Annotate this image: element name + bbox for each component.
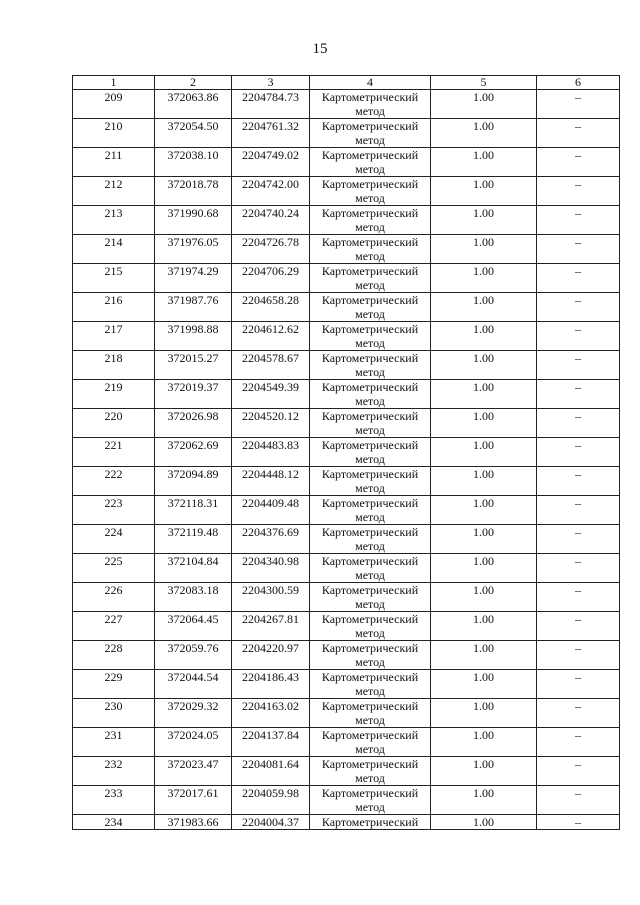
note-cell: – [537, 322, 620, 351]
note-cell: – [537, 786, 620, 815]
note-cell: – [537, 90, 620, 119]
point-number-cell: 220 [73, 409, 155, 438]
method-cell [310, 699, 431, 728]
note-cell: – [537, 699, 620, 728]
method-line-1: Картометрический [321, 641, 419, 655]
x-coordinate-cell: 372019.37 [155, 380, 232, 409]
method-line-2: метод [355, 713, 385, 727]
y-coordinate-cell: 2204520.12 [232, 409, 310, 438]
point-number-cell: 228 [73, 641, 155, 670]
accuracy-cell: 1.00 [431, 177, 537, 206]
x-coordinate-cell: 371998.88 [155, 322, 232, 351]
method-cell [310, 409, 431, 438]
method-cell [310, 670, 431, 699]
method-line-1: Картометрический [321, 583, 419, 597]
method-cell [310, 583, 431, 612]
point-number-cell: 211 [73, 148, 155, 177]
table-row [73, 728, 620, 757]
method-line-2: метод [355, 162, 385, 176]
x-coordinate-cell: 372038.10 [155, 148, 232, 177]
x-coordinate-cell: 372104.84 [155, 554, 232, 583]
y-coordinate-cell: 2204163.02 [232, 699, 310, 728]
method-line-1: Картометрический [321, 525, 419, 539]
table-row [73, 786, 620, 815]
x-coordinate-cell: 372118.31 [155, 496, 232, 525]
method-line-2: метод [355, 365, 385, 379]
note-cell: – [537, 177, 620, 206]
point-number-cell: 219 [73, 380, 155, 409]
x-coordinate-cell: 372026.98 [155, 409, 232, 438]
table-row [73, 90, 620, 119]
method-cell [310, 322, 431, 351]
y-coordinate-cell: 2204726.78 [232, 235, 310, 264]
method-line-1: Картометрический [321, 235, 419, 249]
method-line-2: метод [355, 307, 385, 321]
point-number-cell: 233 [73, 786, 155, 815]
method-cell [310, 438, 431, 467]
accuracy-cell: 1.00 [431, 467, 537, 496]
method-line-2: метод [355, 655, 385, 669]
note-cell: – [537, 525, 620, 554]
y-coordinate-cell: 2204300.59 [232, 583, 310, 612]
x-coordinate-cell: 371983.66 [155, 815, 232, 830]
point-number-cell: 229 [73, 670, 155, 699]
method-line-2: метод [355, 771, 385, 785]
x-coordinate-cell: 372059.76 [155, 641, 232, 670]
table-row [73, 235, 620, 264]
method-line-2: метод [355, 249, 385, 263]
x-coordinate-cell: 372062.69 [155, 438, 232, 467]
method-line-2: метод [355, 394, 385, 408]
accuracy-cell: 1.00 [431, 380, 537, 409]
x-coordinate-cell: 371990.68 [155, 206, 232, 235]
note-cell: – [537, 438, 620, 467]
method-line-1: Картометрический [321, 90, 419, 104]
y-coordinate-cell: 2204578.67 [232, 351, 310, 380]
accuracy-cell: 1.00 [431, 728, 537, 757]
y-coordinate-cell: 2204784.73 [232, 90, 310, 119]
point-number-cell: 212 [73, 177, 155, 206]
table-row [73, 206, 620, 235]
note-cell: – [537, 554, 620, 583]
accuracy-cell: 1.00 [431, 554, 537, 583]
method-cell [310, 177, 431, 206]
method-line-1: Картометрический [321, 322, 419, 336]
point-number-cell: 213 [73, 206, 155, 235]
table-row [73, 670, 620, 699]
point-number-cell: 232 [73, 757, 155, 786]
accuracy-cell: 1.00 [431, 235, 537, 264]
method-cell [310, 641, 431, 670]
method-line-1: Картометрический [321, 264, 419, 278]
accuracy-cell: 1.00 [431, 438, 537, 467]
point-number-cell: 214 [73, 235, 155, 264]
method-line-2: метод [355, 336, 385, 350]
y-coordinate-cell: 2204186.43 [232, 670, 310, 699]
note-cell: – [537, 641, 620, 670]
method-line-1: Картометрический [321, 206, 419, 220]
method-line-1: Картометрический [321, 119, 419, 133]
note-cell: – [537, 467, 620, 496]
y-coordinate-cell: 2204409.48 [232, 496, 310, 525]
column-header: 5 [431, 76, 537, 90]
point-number-cell: 222 [73, 467, 155, 496]
point-number-cell: 223 [73, 496, 155, 525]
table-row [73, 467, 620, 496]
y-coordinate-cell: 2204658.28 [232, 293, 310, 322]
table-row [73, 438, 620, 467]
accuracy-cell: 1.00 [431, 293, 537, 322]
table-row [73, 293, 620, 322]
point-number-cell: 234 [73, 815, 155, 830]
method-line-1: Картометрический [321, 670, 419, 684]
accuracy-cell: 1.00 [431, 612, 537, 641]
method-line-2: метод [355, 597, 385, 611]
table-row [73, 177, 620, 206]
table-row [73, 757, 620, 786]
table-row [73, 815, 620, 830]
accuracy-cell: 1.00 [431, 699, 537, 728]
point-number-cell: 224 [73, 525, 155, 554]
note-cell: – [537, 815, 620, 830]
point-number-cell: 215 [73, 264, 155, 293]
method-cell [310, 351, 431, 380]
method-line-1: Картометрический [321, 786, 419, 800]
x-coordinate-cell: 372064.45 [155, 612, 232, 641]
x-coordinate-cell: 372054.50 [155, 119, 232, 148]
table-row [73, 148, 620, 177]
y-coordinate-cell: 2204267.81 [232, 612, 310, 641]
method-cell [310, 148, 431, 177]
accuracy-cell: 1.00 [431, 119, 537, 148]
note-cell: – [537, 409, 620, 438]
method-line-2: метод [355, 452, 385, 466]
method-line-1: Картометрический [321, 293, 419, 307]
method-line-2: метод [355, 423, 385, 437]
note-cell: – [537, 670, 620, 699]
accuracy-cell: 1.00 [431, 206, 537, 235]
point-number-cell: 210 [73, 119, 155, 148]
method-line-2: метод [355, 481, 385, 495]
method-line-2: метод [355, 800, 385, 814]
table-row [73, 641, 620, 670]
note-cell: – [537, 496, 620, 525]
method-cell [310, 235, 431, 264]
method-cell [310, 815, 431, 830]
y-coordinate-cell: 2204448.12 [232, 467, 310, 496]
note-cell: – [537, 148, 620, 177]
note-cell: – [537, 351, 620, 380]
column-header: 1 [73, 76, 155, 90]
method-line-2: метод [355, 278, 385, 292]
column-header: 3 [232, 76, 310, 90]
table-row [73, 496, 620, 525]
method-line-2: метод [355, 191, 385, 205]
column-header: 6 [537, 76, 620, 90]
y-coordinate-cell: 2204761.32 [232, 119, 310, 148]
accuracy-cell: 1.00 [431, 90, 537, 119]
y-coordinate-cell: 2204742.00 [232, 177, 310, 206]
method-cell [310, 380, 431, 409]
x-coordinate-cell: 372024.05 [155, 728, 232, 757]
page-number: 15 [312, 41, 328, 57]
method-cell [310, 728, 431, 757]
table-row [73, 583, 620, 612]
accuracy-cell: 1.00 [431, 786, 537, 815]
note-cell: – [537, 757, 620, 786]
x-coordinate-cell: 371987.76 [155, 293, 232, 322]
method-line-2: метод [355, 568, 385, 582]
coordinates-table [72, 75, 620, 830]
accuracy-cell: 1.00 [431, 409, 537, 438]
method-cell [310, 525, 431, 554]
method-line-2: метод [355, 220, 385, 234]
method-line-1: Картометрический [321, 728, 419, 742]
accuracy-cell: 1.00 [431, 322, 537, 351]
point-number-cell: 231 [73, 728, 155, 757]
accuracy-cell: 1.00 [431, 525, 537, 554]
method-cell [310, 496, 431, 525]
y-coordinate-cell: 2204081.64 [232, 757, 310, 786]
method-line-2: метод [355, 626, 385, 640]
y-coordinate-cell: 2204549.39 [232, 380, 310, 409]
method-line-2: метод [355, 510, 385, 524]
method-line-1: Картометрический [321, 554, 419, 568]
table-row [73, 525, 620, 554]
y-coordinate-cell: 2204340.98 [232, 554, 310, 583]
method-line-1: Картометрический [321, 438, 419, 452]
y-coordinate-cell: 2204740.24 [232, 206, 310, 235]
method-line-2: метод [355, 684, 385, 698]
accuracy-cell: 1.00 [431, 264, 537, 293]
point-number-cell: 230 [73, 699, 155, 728]
method-line-1: Картометрический [321, 467, 419, 481]
note-cell: – [537, 119, 620, 148]
method-cell [310, 119, 431, 148]
note-cell: – [537, 293, 620, 322]
y-coordinate-cell: 2204749.02 [232, 148, 310, 177]
point-number-cell: 227 [73, 612, 155, 641]
y-coordinate-cell: 2204137.84 [232, 728, 310, 757]
table-row [73, 409, 620, 438]
x-coordinate-cell: 372044.54 [155, 670, 232, 699]
method-cell [310, 757, 431, 786]
table-row [73, 351, 620, 380]
x-coordinate-cell: 371974.29 [155, 264, 232, 293]
method-cell [310, 264, 431, 293]
table-row [73, 554, 620, 583]
method-cell [310, 293, 431, 322]
note-cell: – [537, 380, 620, 409]
y-coordinate-cell: 2204706.29 [232, 264, 310, 293]
method-line-2: метод [355, 539, 385, 553]
column-header: 4 [310, 76, 431, 90]
table-row [73, 322, 620, 351]
note-cell: – [537, 728, 620, 757]
y-coordinate-cell: 2204059.98 [232, 786, 310, 815]
x-coordinate-cell: 372015.27 [155, 351, 232, 380]
accuracy-cell: 1.00 [431, 351, 537, 380]
note-cell: – [537, 612, 620, 641]
accuracy-cell: 1.00 [431, 670, 537, 699]
method-line-1: Картометрический [321, 612, 419, 626]
y-coordinate-cell: 2204220.97 [232, 641, 310, 670]
point-number-cell: 218 [73, 351, 155, 380]
method-line-1: Картометрический [321, 496, 419, 510]
method-line-1: Картометрический [321, 148, 419, 162]
method-line-1: Картометрический [321, 699, 419, 713]
method-cell [310, 467, 431, 496]
method-line-2: метод [355, 104, 385, 118]
method-line-1: Картометрический [321, 177, 419, 191]
method-line-1: Картометрический [321, 815, 419, 829]
point-number-cell: 226 [73, 583, 155, 612]
method-line-2: метод [355, 742, 385, 756]
x-coordinate-cell: 371976.05 [155, 235, 232, 264]
table-row [73, 699, 620, 728]
method-cell [310, 554, 431, 583]
column-header: 2 [155, 76, 232, 90]
point-number-cell: 216 [73, 293, 155, 322]
accuracy-cell: 1.00 [431, 148, 537, 177]
point-number-cell: 221 [73, 438, 155, 467]
x-coordinate-cell: 372023.47 [155, 757, 232, 786]
x-coordinate-cell: 372119.48 [155, 525, 232, 554]
table-header-row [73, 76, 620, 90]
table-row [73, 119, 620, 148]
table-row [73, 612, 620, 641]
table-row [73, 380, 620, 409]
accuracy-cell: 1.00 [431, 496, 537, 525]
table-body [73, 90, 620, 830]
x-coordinate-cell: 372094.89 [155, 467, 232, 496]
method-line-1: Картометрический [321, 757, 419, 771]
note-cell: – [537, 235, 620, 264]
x-coordinate-cell: 372017.61 [155, 786, 232, 815]
method-line-1: Картометрический [321, 380, 419, 394]
y-coordinate-cell: 2204004.37 [232, 815, 310, 830]
point-number-cell: 225 [73, 554, 155, 583]
accuracy-cell: 1.00 [431, 815, 537, 830]
y-coordinate-cell: 2204376.69 [232, 525, 310, 554]
y-coordinate-cell: 2204612.62 [232, 322, 310, 351]
x-coordinate-cell: 372063.86 [155, 90, 232, 119]
accuracy-cell: 1.00 [431, 583, 537, 612]
method-cell [310, 90, 431, 119]
point-number-cell: 217 [73, 322, 155, 351]
method-cell [310, 206, 431, 235]
x-coordinate-cell: 372018.78 [155, 177, 232, 206]
x-coordinate-cell: 372029.32 [155, 699, 232, 728]
method-line-1: Картометрический [321, 351, 419, 365]
accuracy-cell: 1.00 [431, 641, 537, 670]
method-line-2: метод [355, 133, 385, 147]
point-number-cell: 209 [73, 90, 155, 119]
note-cell: – [537, 264, 620, 293]
method-cell [310, 786, 431, 815]
x-coordinate-cell: 372083.18 [155, 583, 232, 612]
method-line-1: Картометрический [321, 409, 419, 423]
method-cell [310, 612, 431, 641]
note-cell: – [537, 206, 620, 235]
note-cell: – [537, 583, 620, 612]
accuracy-cell: 1.00 [431, 757, 537, 786]
table-row [73, 264, 620, 293]
y-coordinate-cell: 2204483.83 [232, 438, 310, 467]
